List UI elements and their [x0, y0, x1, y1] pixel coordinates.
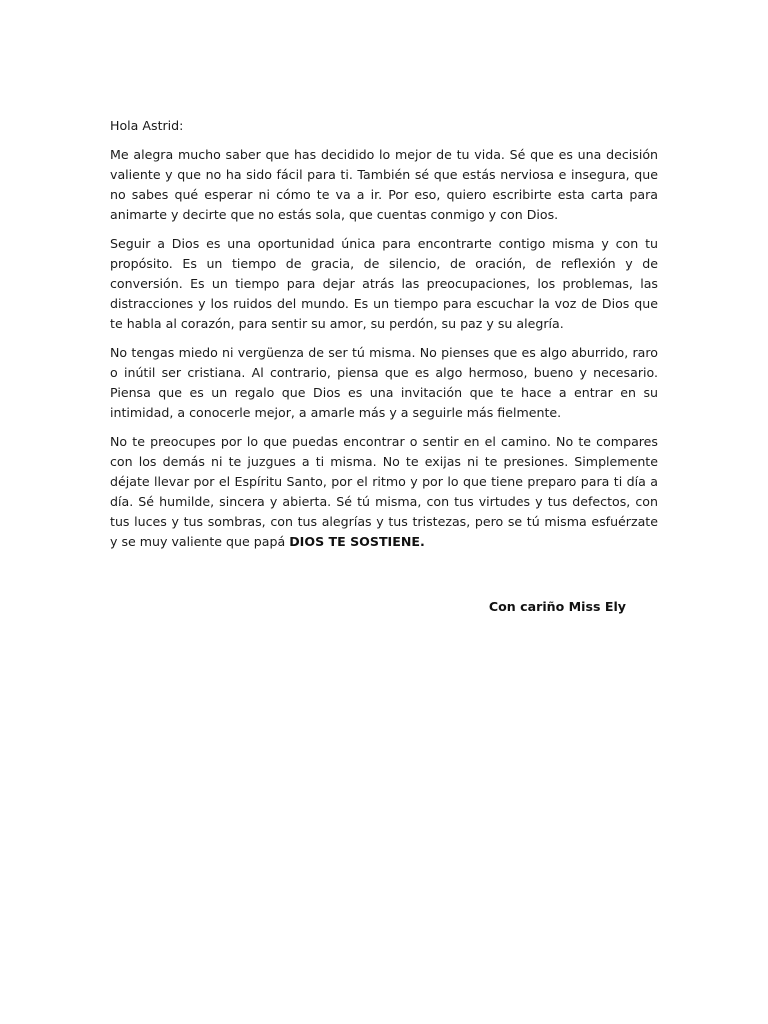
emphasis-period: .: [419, 534, 425, 549]
letter-paragraph-3: No tengas miedo ni vergüenza de ser tú misma. No pienses que es algo aburrido, raro o inútil ser cristiana. Al contrario, piensa que es algo hermoso, bueno y necesario. Piensa que es un regalo que Dios es una invitación que te hace a entrar en su intimidad, a conocerle mejor, a amarle más y a seguirle más fielmente.: [110, 345, 658, 420]
letter-paragraph-4: [110, 432, 658, 552]
emphasis-text: DIOS TE SOSTIENE: [289, 534, 420, 549]
letter-paragraph-4-text: No te preocupes por lo que puedas encontrar o sentir en el camino. No te compares con los demás ni te juzgues a ti misma. No te exijas ni te presiones. Simplemente déjate llevar por el Espíritu Santo, por el ritmo y por lo que tiene preparo para ti día a día. Sé humilde, sincera y abierta. Sé tú misma, con tus virtudes y tus defectos, con tus luces y tus sombras, con tus alegrías y tus tristezas, pero se tú misma esfuérzate y se muy valiente que papá: [110, 434, 658, 549]
letter-paragraph-2: Seguir a Dios es una oportunidad única para encontrarte contigo misma y con tu propósito. Es un tiempo de gracia, de silencio, de oración, de reflexión y de conversión. Es un tiempo para dejar atrás las preocupaciones, los problemas, las distracciones y los ruidos del mundo. Es un tiempo para escuchar la voz de Dios que te habla al corazón, para sentir su amor, su perdón, su paz y su alegría.: [110, 236, 658, 331]
letter-signature: Con cariño Miss Ely: [488, 599, 626, 614]
letter-body: [110, 116, 658, 561]
letter-greeting: Hola Astrid:: [110, 118, 184, 133]
letter-paragraph-1: Me alegra mucho saber que has decidido lo mejor de tu vida. Sé que es una decisión valiente y que no ha sido fácil para ti. También sé que estás nerviosa e insegura, que no sabes qué esperar ni cómo te va a ir. Por eso, quiero escribirte esta carta para animarte y decirte que no estás sola, que cuentas conmigo y con Dios.: [110, 147, 658, 222]
